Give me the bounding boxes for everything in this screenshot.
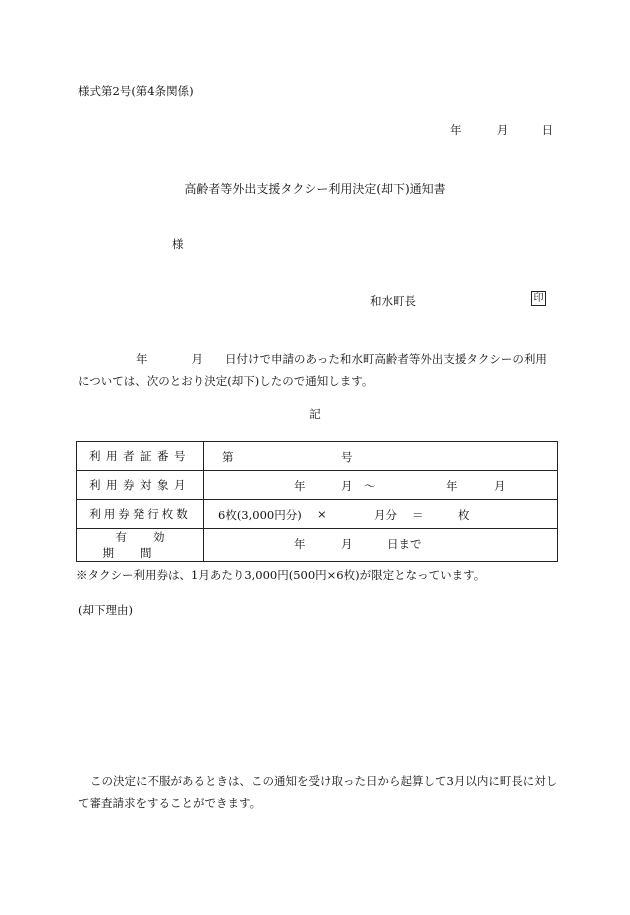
date-month: 月: [496, 123, 509, 137]
addressee-suffix: 様: [172, 237, 184, 251]
row-label: 利用券発行枚数: [77, 500, 204, 529]
ki-heading: 記: [309, 407, 321, 421]
cell-text: 月分: [374, 508, 397, 522]
notice-body: [78, 348, 558, 392]
issuer-name: 和水町長: [370, 294, 416, 308]
body-text: 日付けで申請のあった和水町高齢者等外出支援タクシーの利用については、次のとおり決定(却下)したので通知します。: [78, 352, 547, 388]
form-number: 様式第2号(第4条関係): [78, 84, 194, 98]
cell-text: 年: [294, 537, 306, 551]
row-label: 利用券対象月: [77, 471, 204, 500]
row-value: [204, 500, 558, 529]
cell-text: ～: [364, 479, 376, 493]
row-value: [204, 529, 558, 562]
cell-text: 月: [341, 479, 353, 493]
details-table: [76, 441, 558, 562]
rejection-reason-label: (却下理由): [78, 603, 133, 617]
row-label: 有効期間: [77, 529, 204, 562]
table-row: [77, 529, 558, 562]
ticket-note: ※タクシー利用券は、1月あたり3,000円(500円×6枚)が限定となっています。: [76, 568, 486, 582]
cell-text: 月: [494, 479, 506, 493]
appeal-text: この決定に不服があるときは、この通知を受け取った日から起算して3月以内に町長に対して審査請求をすることができます。: [78, 774, 558, 810]
issue-date: [450, 122, 553, 138]
seal-stamp: 印: [531, 291, 546, 306]
cell-text: 年: [294, 479, 306, 493]
row-value: [204, 471, 558, 500]
document-title: 高齢者等外出支援タクシー利用決定(却下)通知書: [184, 182, 446, 196]
cell-text: ×: [317, 507, 327, 521]
cell-text: 第: [222, 450, 234, 464]
body-month: 月: [191, 352, 203, 366]
date-day: 日: [541, 123, 554, 137]
cell-text: 日まで: [387, 537, 422, 551]
table-row: [77, 500, 558, 529]
row-label: 利用者証番号: [77, 442, 204, 471]
cell-text: 6枚(3,000円分): [218, 508, 302, 522]
row-value: [204, 442, 558, 471]
table-row: [77, 442, 558, 471]
date-year: 年: [450, 123, 462, 137]
cell-text: ＝: [412, 508, 424, 522]
cell-text: 月: [341, 537, 353, 551]
cell-text: 号: [341, 450, 353, 464]
cell-text: 枚: [458, 508, 470, 522]
cell-text: 年: [446, 479, 458, 493]
appeal-notice: [78, 770, 558, 814]
table-row: [77, 471, 558, 500]
body-year: 年: [136, 352, 148, 366]
